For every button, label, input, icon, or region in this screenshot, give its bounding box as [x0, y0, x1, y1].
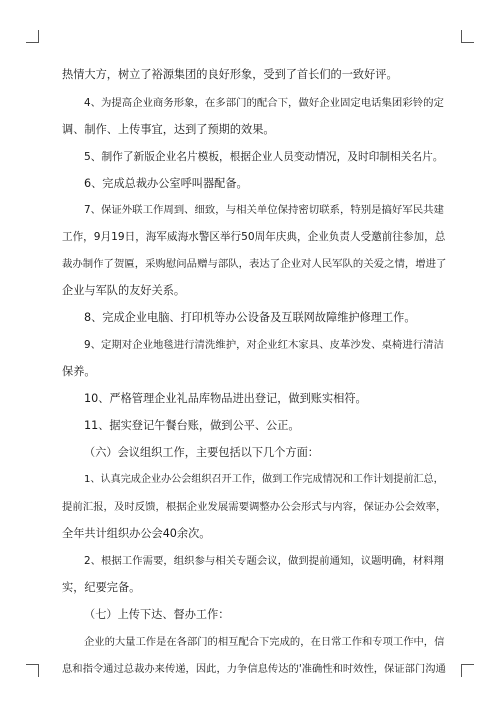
crop-mark-bottom-left: [26, 664, 39, 677]
paragraph-line: 10、严格管理企业礼品库物品进出登记，做到账实相符。: [84, 392, 367, 405]
paragraph-line: 6、完成总裁办公室呼叫器配备。: [84, 177, 248, 190]
paragraph-line: 热情大方，树立了裕源集团的良好形象，受到了首长们的一致好评。: [62, 68, 398, 81]
paragraph-line: 息和指令通过总裁办来传递，因此，力争信息传达的'准确性和时效性，保证部门沟通: [62, 663, 446, 675]
paragraph-line: 工作，9月19日，海军威海水警区举行50周年庆典，企业负责人受邀前往参加，总: [62, 231, 446, 243]
paragraph-line: 企业的大量工作是在各部门的相互配合下完成的，在日常工作和专项工作中，信: [84, 636, 445, 648]
paragraph-line: 5、制作了新版企业名片模板，根据企业人员变动情况，及时印制相关名片。: [84, 150, 444, 163]
section-heading: （六）会议组织工作，主要包括以下几个方面：: [84, 446, 319, 459]
paragraph-line: 调、制作、上传事宜，达到了预期的效果。: [62, 123, 275, 136]
section-heading: （七）上传下达、督办工作：: [84, 608, 230, 621]
paragraph-line: 4、为提高企业商务形象，在多部门的配合下，做好企业固定电话集团彩铃的定: [84, 97, 444, 109]
paragraph-line: 提前汇报，及时反馈，根据企业发展需要调整办公会形式与内容，保证办公会效率，: [62, 501, 447, 513]
paragraph-line: 2、根据工作需要，组织参与相关专题会议，做到提前通知，议题明确，材料翔: [84, 555, 444, 567]
paragraph-line: 8、完成企业电脑、打印机等办公设备及互联网故障维护修理工作。: [84, 311, 416, 324]
paragraph-line: 实，纪要完备。: [62, 581, 141, 594]
paragraph-line: 企业与军队的友好关系。: [62, 284, 186, 297]
paragraph-line: 全年共计组织办公会40余次。: [62, 527, 211, 540]
crop-mark-top-right: [461, 30, 474, 43]
crop-mark-bottom-right: [461, 664, 474, 677]
paragraph-line: 11、据实登记午餐台账，做到公平、公正。: [84, 419, 300, 432]
paragraph-line: 7、保证外联工作周到、细致，与相关单位保持密切联系，特别是搞好军民共建: [84, 204, 444, 216]
paragraph-line: 保养。: [62, 365, 96, 378]
paragraph-line: 9、定期对企业地毯进行清洗维护，对企业红木家具、皮革沙发、桌椅进行清洁: [84, 339, 444, 351]
paragraph-line: 裁办制作了贺匾，采购慰问品赠与部队，表达了企业对人民军队的关爱之情，增进了: [62, 258, 447, 270]
paragraph-line: 1、认真完成企业办公会组织召开工作，做到工作完成情况和工作计划提前汇总，: [84, 474, 444, 485]
crop-mark-top-left: [26, 30, 39, 43]
